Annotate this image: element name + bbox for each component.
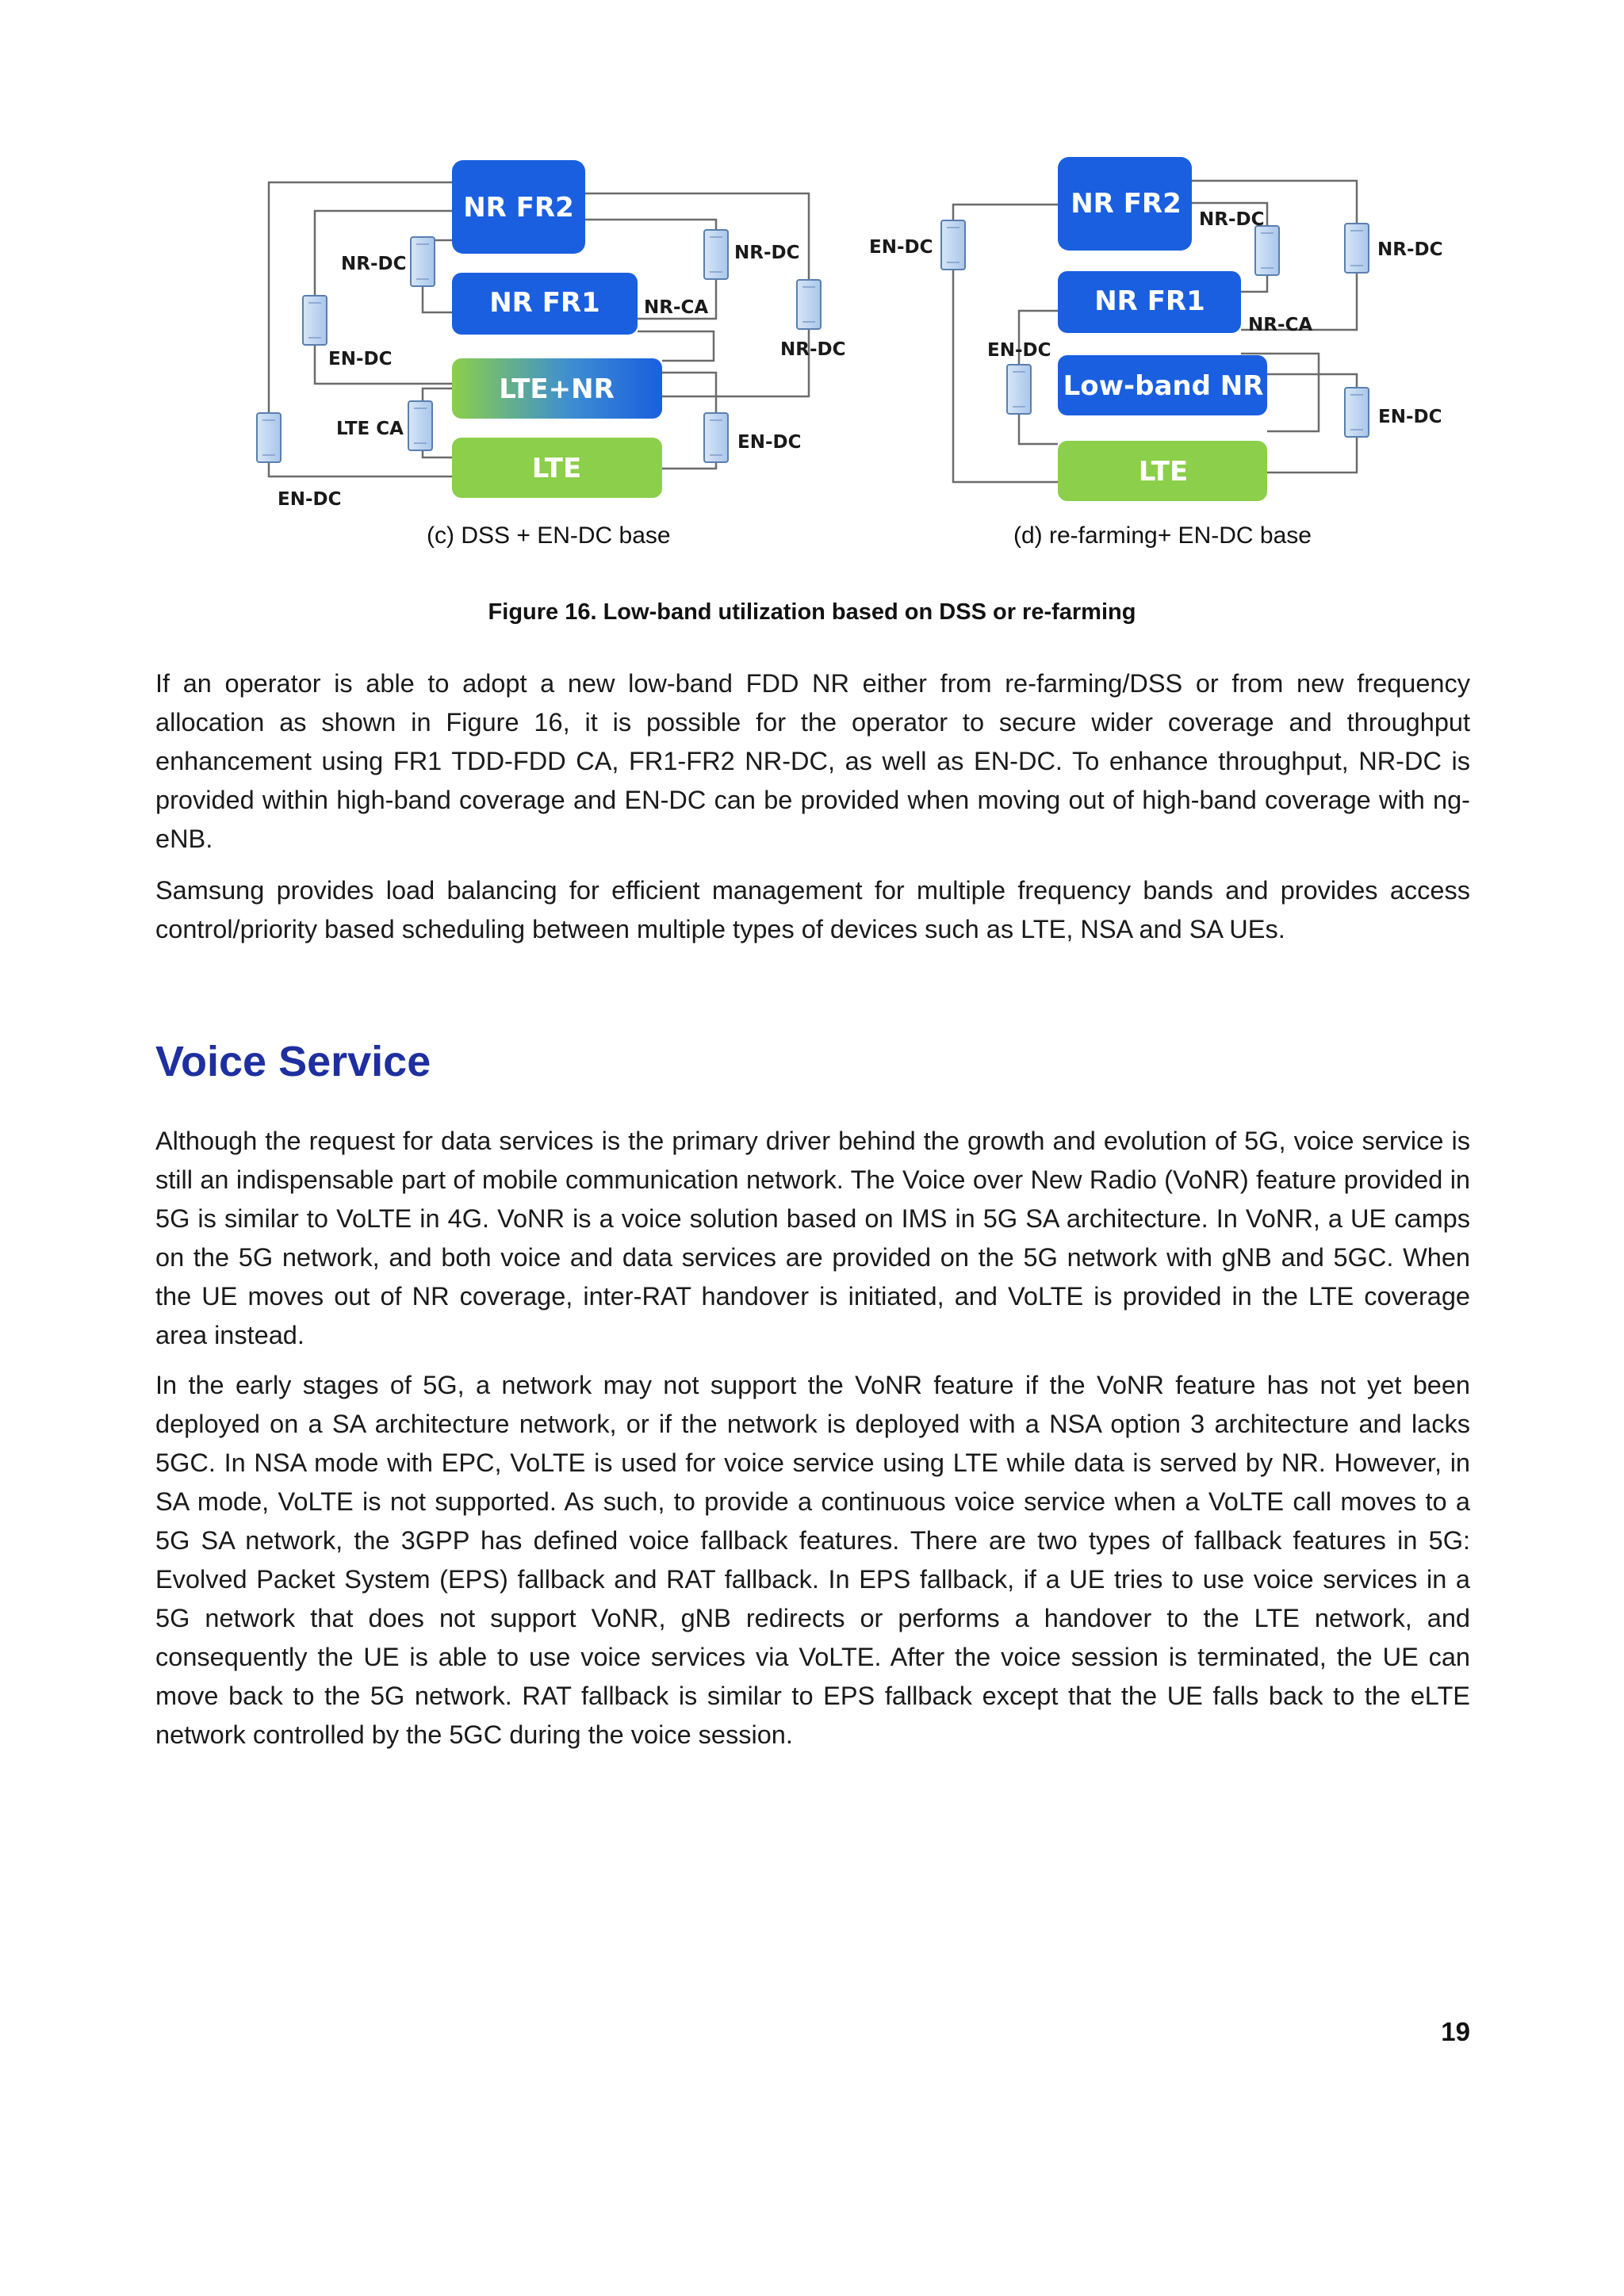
body-paragraph: Samsung provides load balancing for efficient management for multiple frequency bands and provides access control/priority based scheduling between multiple types of devices such as LTE, NSA and SA UEs. xyxy=(155,876,1470,943)
body-paragraph: In the early stages of 5G, a network may not support the VoNR feature if the VoNR feature has not yet been deployed on a SA architecture network, or if the network is deployed with a NSA option 3 architecture and lacks 5GC. In NSA mode with EPC, VoLTE is used for voice service using LTE while data is served by NR. However, in SA mode, VoLTE is not supported. As such, to provide a continuous voice service when a VoLTE call moves to a 5G SA network, the 3GPP has defined voice fallback features. There are two types of fallback features in 5G: Evolved Packet System (EPS) fallback and RAT fallback. In EPS fallback, if a UE tries to use voice services in a 5G network that does not support VoNR, gNB redirects or performs a handover to the LTE network, and consequently the UE is able to use voice services via VoLTE. After the voice session is terminated, the UE can move back to the 5G network. RAT fallback is similar to EPS fallback except that the UE falls back to the eLTE network controlled by the 5GC during the voice session. xyxy=(155,1371,1470,1749)
ue-device-icon xyxy=(1255,226,1279,275)
panel-c-link-label: NR-CA xyxy=(644,297,709,318)
panel-d-box-label: LTE xyxy=(1138,456,1189,488)
panel-d-link-label: EN-DC xyxy=(869,237,933,258)
ue-device-icon xyxy=(257,413,281,462)
panel-c-link-label: EN-DC xyxy=(278,489,342,510)
panel-c-box-label: LTE xyxy=(531,453,582,484)
ue-device-icon xyxy=(411,237,435,286)
panel-d-box-label: Low-band NR xyxy=(1063,370,1264,402)
ue-device-icon xyxy=(704,413,728,462)
figure-16 xyxy=(0,0,1624,650)
panel-d-link-label: EN-DC xyxy=(987,340,1051,361)
ue-device-icon xyxy=(303,296,327,345)
figure-caption: Figure 16. Low-band utilization based on DSS or re-farming xyxy=(488,599,1136,625)
ue-device-icon xyxy=(408,401,432,450)
panel-c-link-label: NR-DC xyxy=(734,243,800,263)
body-paragraph: Although the request for data services is the primary driver behind the growth and evolution of 5G, voice service is still an indispensable part of mobile communication network. The Voice over New Radio (VoNR) feature provided in 5G is similar to VoLTE in 4G. VoNR is a voice solution based on IMS in 5G SA architecture. In VoNR, a UE camps on the 5G network, and both voice and data services are provided on the 5G network with gNB and 5GC. When the UE moves out of NR coverage, inter-RAT handover is initiated, and VoLTE is provided in the LTE coverage area instead. xyxy=(155,1127,1470,1349)
body-paragraph: If an operator is able to adopt a new low-band FDD NR either from re-farming/DSS or from new frequency allocation as shown in Figure 16, it is possible for the operator to secure wider coverage and throughput enhancement using FR1 TDD-FDD CA, FR1-FR2 NR-DC, as well as EN-DC. To enhance throughput, NR-DC is provided within high-band coverage and EN-DC can be provided when moving out of high-band coverage with ng-eNB. xyxy=(155,669,1470,853)
panel-c-link-label: NR-DC xyxy=(780,339,846,360)
panel-c-caption: (c) DSS + EN-DC base xyxy=(427,522,671,549)
panel-d-line-endc-right xyxy=(1267,374,1357,473)
panel-d-caption: (d) re-farming+ EN-DC base xyxy=(1013,522,1312,549)
panel-c-box-label: LTE+NR xyxy=(499,373,615,405)
panel-d-link-label: NR-DC xyxy=(1377,239,1443,260)
panel-d-link-label: NR-CA xyxy=(1248,315,1313,335)
panel-d-link-label: EN-DC xyxy=(1378,407,1442,427)
ue-device-icon xyxy=(1345,224,1369,273)
panel-c-box-label: NR FR2 xyxy=(463,192,574,224)
panel-c-line-nrca xyxy=(638,331,714,361)
panel-c-link-label: LTE CA xyxy=(336,419,404,439)
panel-c-box-label: NR FR1 xyxy=(489,287,600,319)
ue-device-icon xyxy=(797,280,821,329)
panel-c-link-label: EN-DC xyxy=(737,432,802,453)
panel-d-box-label: NR FR1 xyxy=(1094,285,1205,317)
panel-d-box-label: NR FR2 xyxy=(1071,188,1182,220)
section-title: Voice Service xyxy=(155,1038,431,1085)
ue-device-icon xyxy=(941,220,965,270)
panel-c-link-label: EN-DC xyxy=(328,349,393,369)
panel-c-link-label: NR-DC xyxy=(341,254,407,274)
ue-device-icon xyxy=(704,230,728,279)
page-number: 19 xyxy=(1441,2017,1470,2046)
figure-diagram xyxy=(0,0,1624,650)
ue-device-icon xyxy=(1007,365,1031,414)
panel-d-link-label: NR-DC xyxy=(1199,209,1265,230)
ue-device-icon xyxy=(1345,388,1369,437)
